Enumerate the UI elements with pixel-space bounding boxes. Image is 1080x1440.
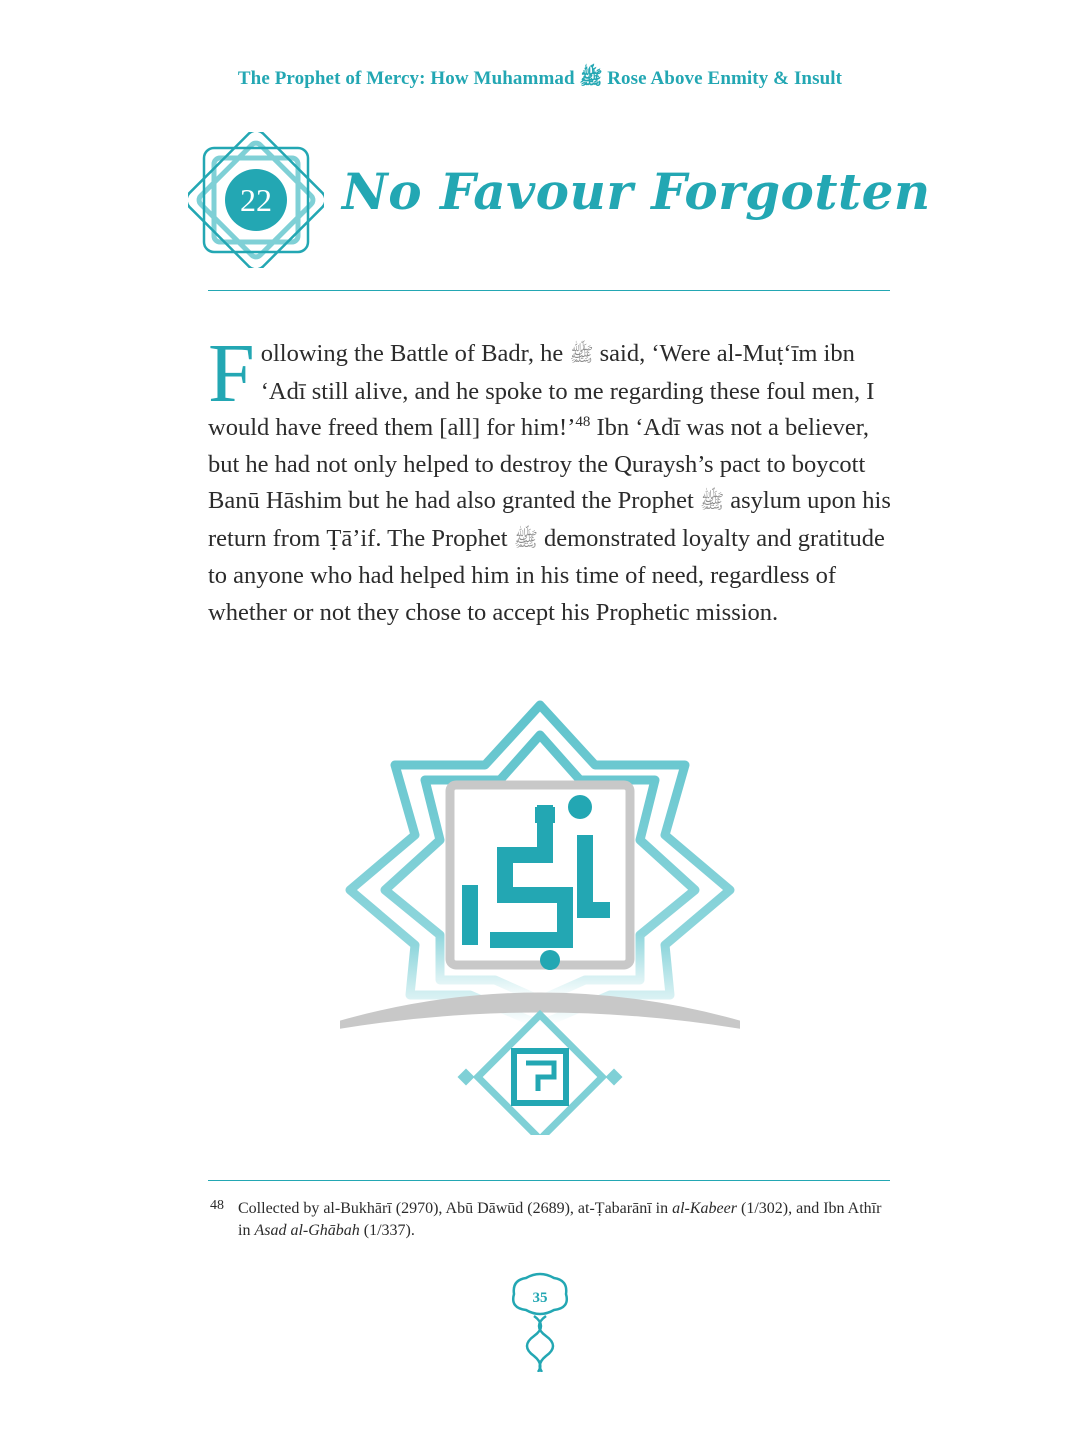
chapter-number: 22 xyxy=(240,181,272,218)
footnote-reference[interactable]: 48 xyxy=(575,413,591,430)
drop-cap: F xyxy=(208,327,255,420)
calligraphy-ornament-icon xyxy=(340,695,740,1135)
body-text-segment: asylum upon his return from Ṭā’if. The Prophet xyxy=(208,487,891,552)
body-text-segment: said, ‘Were al-Muṭ‘īm ibn ‘Adī still alive, and he spoke to me regarding these foul men, I would have freed them [all] for him!’ xyxy=(208,340,875,441)
body-text-segment: demonstrated loyalty and gratitude to anyone who had helped him in his time of need, regardless of whether or not they chose to accept his Prophetic mission. xyxy=(208,524,885,626)
running-head: The Prophet of Mercy: How Muhammad ﷺ Rose Above Enmity & Insult xyxy=(237,68,843,89)
footnote-text-segment: (1/337). xyxy=(359,1222,415,1239)
salawat-glyph: ﷺ xyxy=(569,344,594,366)
footnote-text xyxy=(238,1198,890,1242)
footnote-work-title: Asad al-Ghābah xyxy=(254,1222,360,1239)
salawat-glyph: ﷺ xyxy=(699,491,725,513)
salawat-glyph: ﷺ xyxy=(513,528,538,551)
footnote-text-segment: Collected by al-Bukhārī (2970), Abū Dāwūd (2689), at-Ṭabarānī in xyxy=(238,1200,673,1217)
page-number-ornament-icon xyxy=(508,1272,572,1372)
body-text-segment: ollowing the Battle of Badr, he xyxy=(260,340,570,367)
footnote-number: 48 xyxy=(210,1198,224,1213)
title-divider xyxy=(208,290,890,291)
footnote-work-title: al-Kabeer xyxy=(672,1200,737,1217)
chapter-title: No Favour Forgotten xyxy=(342,162,931,221)
page-number: 35 xyxy=(532,1290,548,1306)
body-text-segment: Ibn ‘Adī was not a believer, but he had not only helped to destroy the Quraysh’s pact to boycott Banū Hāshim but he had also granted the Prophet xyxy=(208,414,869,514)
footnote-text-segment: (1/302), and Ibn Athīr in xyxy=(238,1200,882,1239)
body-paragraph xyxy=(208,327,898,631)
footnote-divider xyxy=(208,1180,890,1181)
footnote xyxy=(210,1198,890,1242)
